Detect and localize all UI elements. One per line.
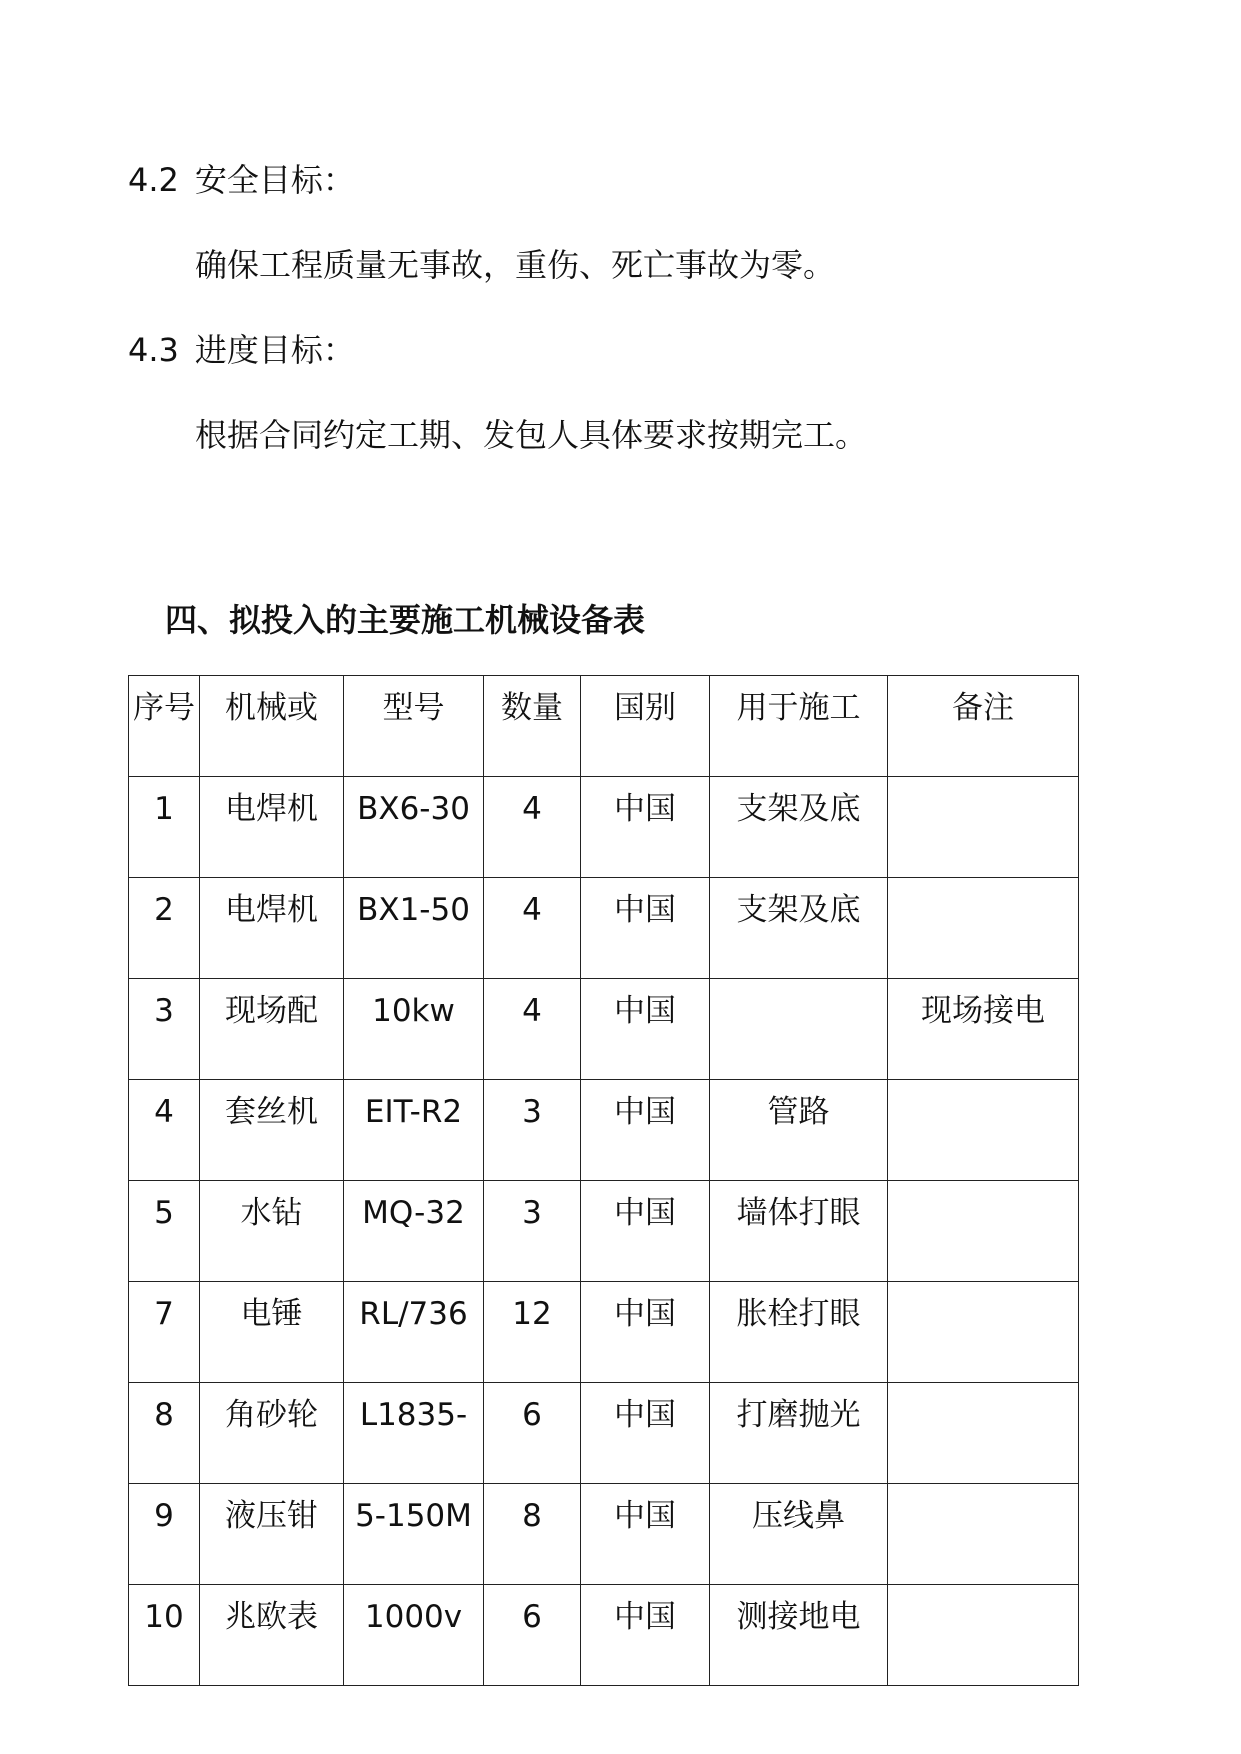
equipment-table <box>128 675 1079 1686</box>
table-cell: 现场接电 <box>888 979 1079 1080</box>
table-cell: 中国 <box>581 878 710 979</box>
table-cell: RL/736 <box>344 1282 484 1383</box>
table-cell: 4 <box>484 878 581 979</box>
table-cell: 5 <box>129 1181 200 1282</box>
table-row <box>129 1080 1079 1181</box>
table-cell: 墙体打眼 <box>710 1181 888 1282</box>
table-cell <box>888 1585 1079 1686</box>
table-cell: 液压钳 <box>200 1484 344 1585</box>
table-cell: 5-150M <box>344 1484 484 1585</box>
table-cell: 现场配 <box>200 979 344 1080</box>
table-cell <box>888 1282 1079 1383</box>
table-cell: 支架及底 <box>710 878 888 979</box>
table-cell: 3 <box>129 979 200 1080</box>
table-cell: 6 <box>484 1585 581 1686</box>
section-heading-4-3 <box>128 330 355 370</box>
section-body-4-3: 根据合同约定工期、发包人具体要求按期完工。 <box>195 416 868 454</box>
table-cell: 兆欧表 <box>200 1585 344 1686</box>
header-cell: 用于施工 <box>710 676 888 777</box>
table-cell: 角砂轮 <box>200 1383 344 1484</box>
table-cell: 中国 <box>581 1383 710 1484</box>
table-cell: 电锤 <box>200 1282 344 1383</box>
table-cell: 中国 <box>581 1080 710 1181</box>
table-cell: 3 <box>484 1181 581 1282</box>
table-cell: 中国 <box>581 1282 710 1383</box>
table-row <box>129 979 1079 1080</box>
table-cell: 12 <box>484 1282 581 1383</box>
table-cell: 8 <box>129 1383 200 1484</box>
table-cell: 中国 <box>581 1181 710 1282</box>
table-cell: MQ-32 <box>344 1181 484 1282</box>
header-cell: 备注 <box>888 676 1079 777</box>
table-cell: 胀栓打眼 <box>710 1282 888 1383</box>
section-title: 安全目标： <box>194 161 355 199</box>
section-heading-4-2 <box>128 160 355 200</box>
header-cell: 序号 <box>129 676 200 777</box>
section-number: 4.3 <box>128 331 179 369</box>
table-cell <box>888 1181 1079 1282</box>
table-cell: 6 <box>484 1383 581 1484</box>
table-cell: 压线鼻 <box>710 1484 888 1585</box>
table-cell: 7 <box>129 1282 200 1383</box>
table-cell: 管路 <box>710 1080 888 1181</box>
table-cell: 中国 <box>581 1585 710 1686</box>
table-cell: 4 <box>484 777 581 878</box>
table-title: 四、拟投入的主要施工机械设备表 <box>165 601 646 639</box>
table-cell: 1 <box>129 777 200 878</box>
table-row <box>129 878 1079 979</box>
table-cell: 10kw <box>344 979 484 1080</box>
header-cell: 机械或 <box>200 676 344 777</box>
table-cell: EIT-R2 <box>344 1080 484 1181</box>
table-cell: 中国 <box>581 777 710 878</box>
table-cell: 4 <box>484 979 581 1080</box>
table-cell: 9 <box>129 1484 200 1585</box>
table-cell: 3 <box>484 1080 581 1181</box>
table-row <box>129 1585 1079 1686</box>
table-cell: 10 <box>129 1585 200 1686</box>
table-cell: L1835- <box>344 1383 484 1484</box>
table-header-row <box>129 676 1079 777</box>
table-cell <box>888 1080 1079 1181</box>
table-cell <box>888 878 1079 979</box>
table-cell: 中国 <box>581 1484 710 1585</box>
header-cell: 型号 <box>344 676 484 777</box>
table-cell: BX6-30 <box>344 777 484 878</box>
table-cell: 电焊机 <box>200 878 344 979</box>
table-cell <box>888 777 1079 878</box>
table-cell <box>888 1484 1079 1585</box>
header-cell: 数量 <box>484 676 581 777</box>
table-cell <box>710 979 888 1080</box>
table-row <box>129 1181 1079 1282</box>
table-cell: 水钻 <box>200 1181 344 1282</box>
section-title: 进度目标： <box>194 331 355 369</box>
table-row <box>129 1484 1079 1585</box>
header-cell: 国别 <box>581 676 710 777</box>
table-cell: 测接地电 <box>710 1585 888 1686</box>
table-cell: 套丝机 <box>200 1080 344 1181</box>
section-body-4-2: 确保工程质量无事故，重伤、死亡事故为零。 <box>195 246 836 284</box>
table-cell: BX1-50 <box>344 878 484 979</box>
table-cell: 8 <box>484 1484 581 1585</box>
table-cell: 电焊机 <box>200 777 344 878</box>
table-cell: 支架及底 <box>710 777 888 878</box>
table-row <box>129 777 1079 878</box>
table-cell: 打磨抛光 <box>710 1383 888 1484</box>
table-cell: 4 <box>129 1080 200 1181</box>
table-cell: 中国 <box>581 979 710 1080</box>
table-cell <box>888 1383 1079 1484</box>
section-number: 4.2 <box>128 161 179 199</box>
table-cell: 2 <box>129 878 200 979</box>
table-cell: 1000v <box>344 1585 484 1686</box>
table-row <box>129 1383 1079 1484</box>
table-row <box>129 1282 1079 1383</box>
